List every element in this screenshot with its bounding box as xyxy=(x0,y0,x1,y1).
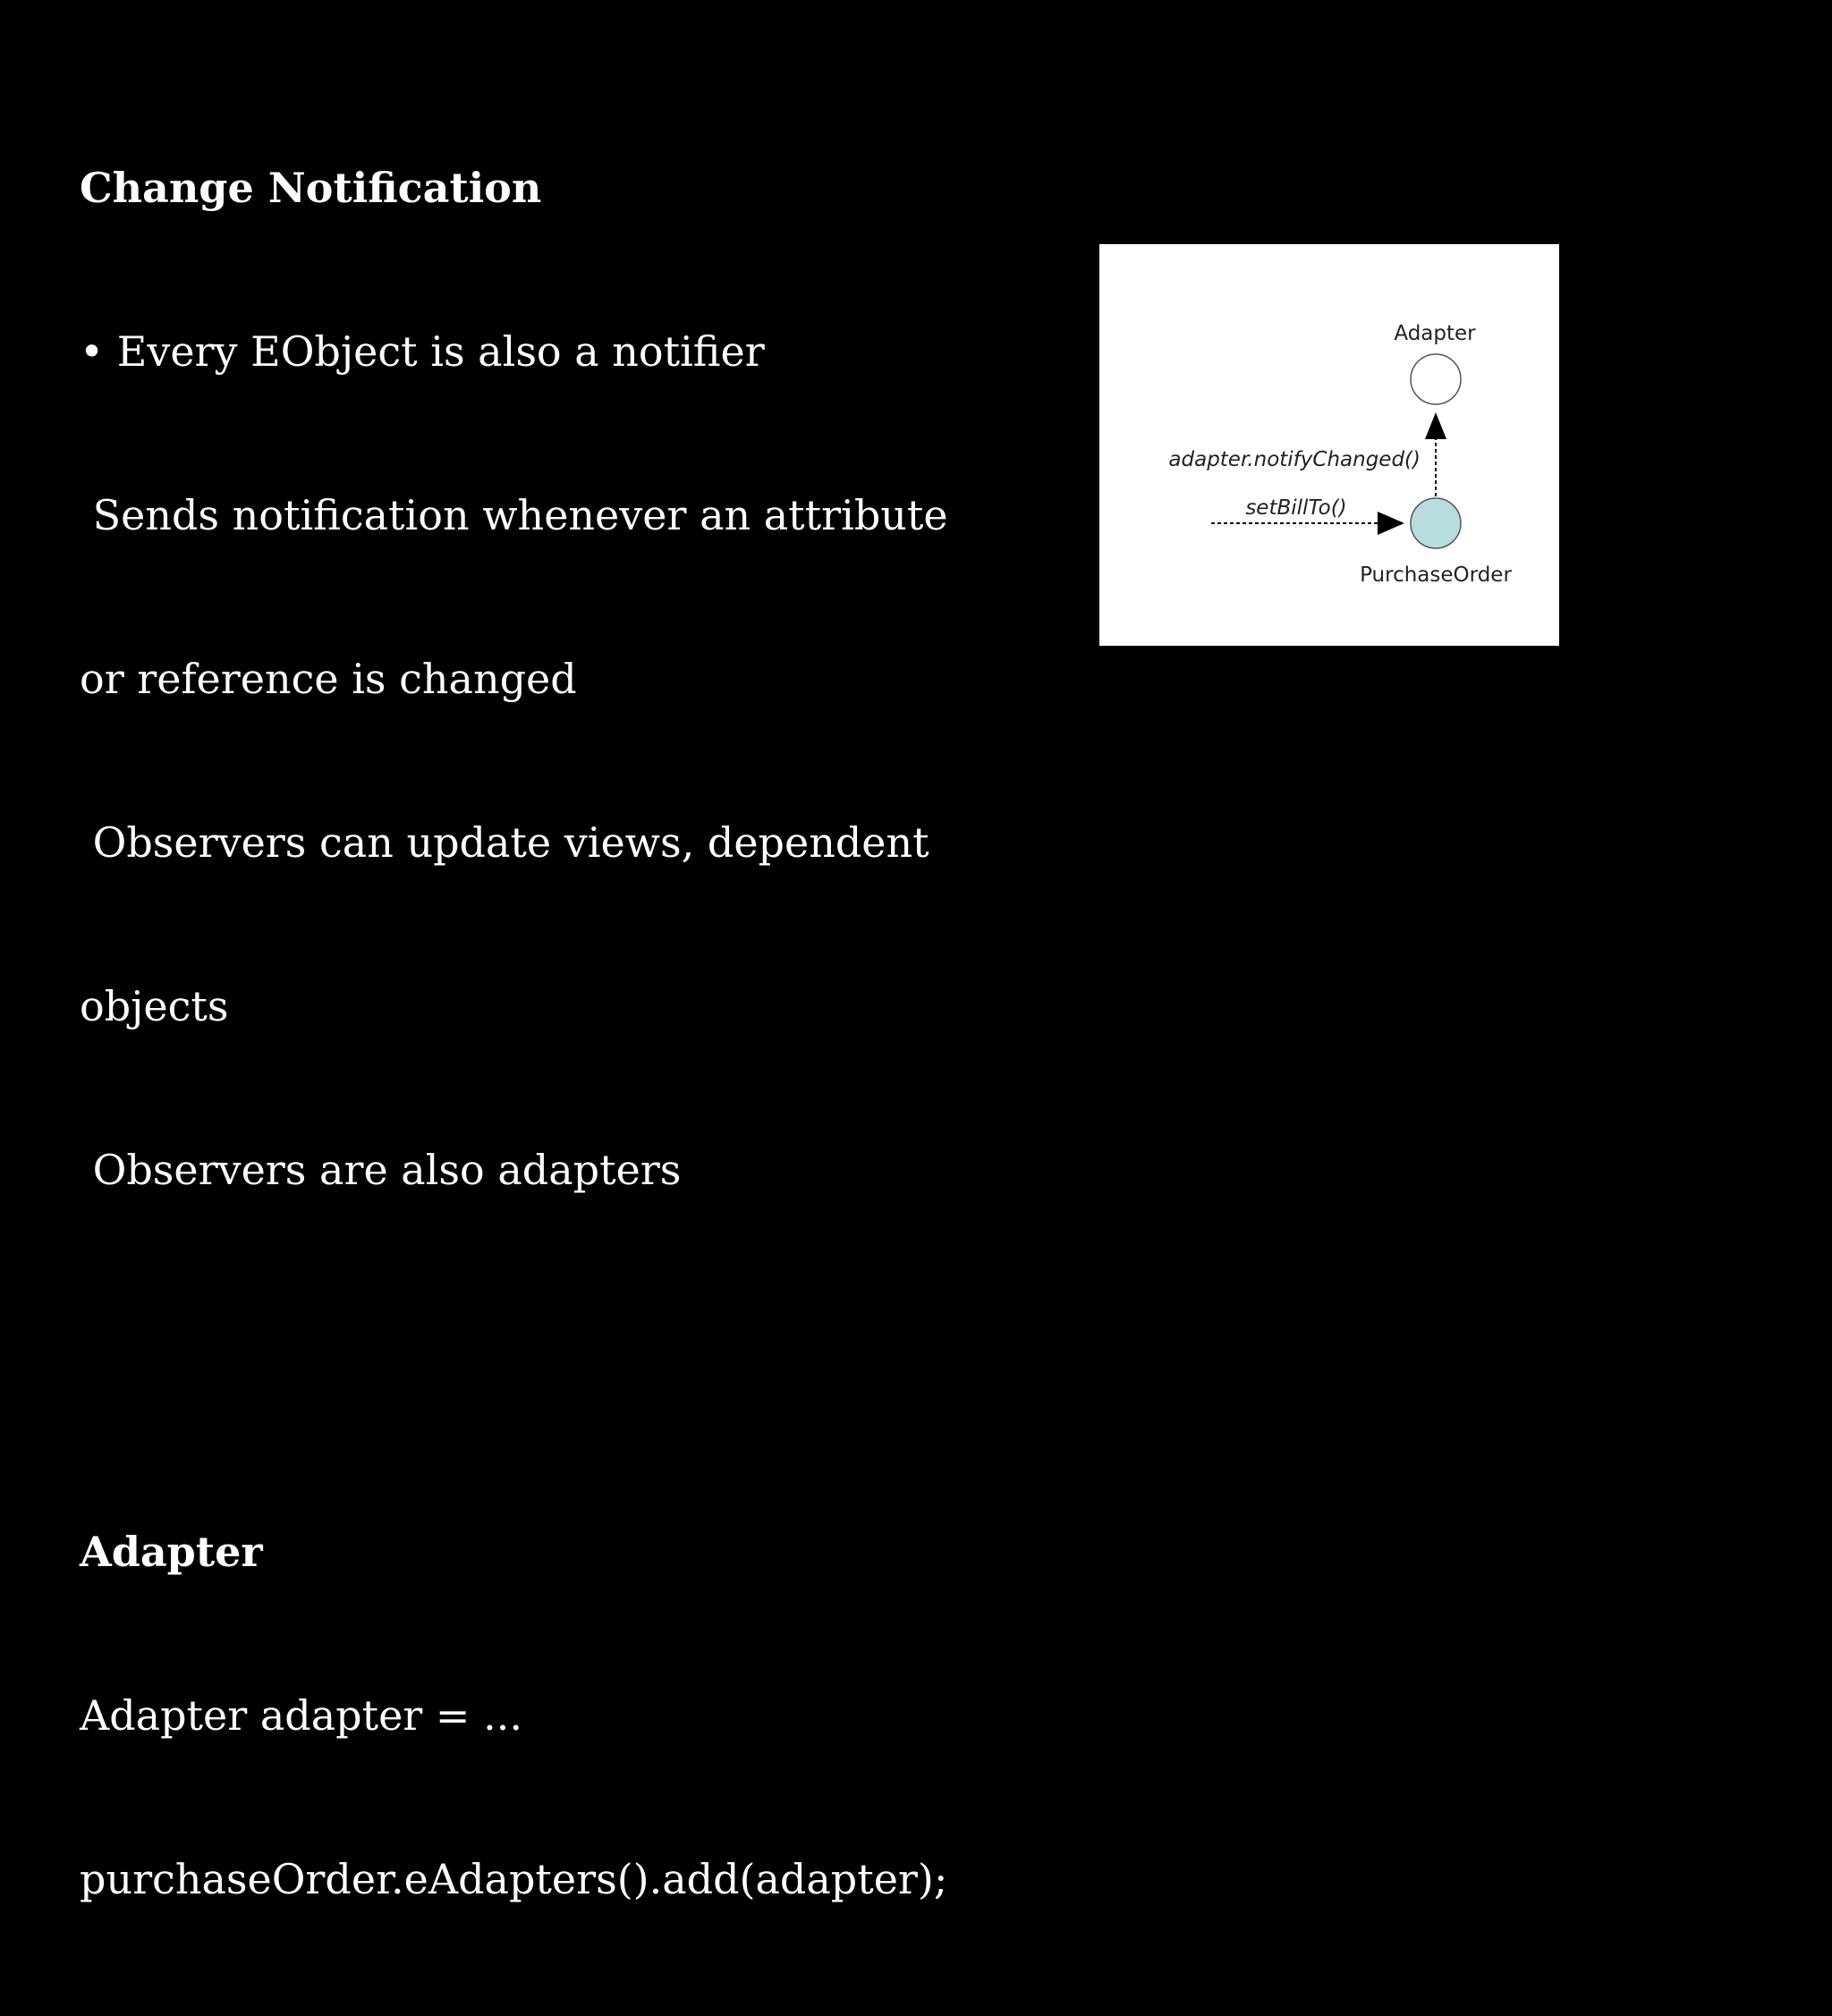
notify-changed-label: adapter.notifyChanged() xyxy=(1168,448,1421,471)
adapter-notification-diagram xyxy=(1099,244,1559,646)
code-line-1: Adapter adapter = ... xyxy=(80,1691,522,1740)
observers-adapters-line: Observers are also adapters xyxy=(80,1146,682,1194)
set-bill-to-label: setBillTo() xyxy=(1245,496,1347,520)
change-notification-heading: Change Notification xyxy=(80,164,542,212)
slide-text xyxy=(80,52,1081,2016)
notify-arrow-head xyxy=(1425,412,1446,439)
code-line-2: purchaseOrder.eAdapters().add(adapter); xyxy=(80,1855,948,1903)
section-gap xyxy=(80,1307,1081,1416)
adapter-heading: Adapter xyxy=(80,1528,263,1576)
adapter-node-label: Adapter xyxy=(1394,322,1476,345)
observers-update-line-cont: objects xyxy=(80,982,229,1030)
purchase-order-node xyxy=(1411,498,1461,548)
observers-update-line: Observers can update views, dependent xyxy=(80,818,929,867)
sends-notification-line-cont: or reference is changed xyxy=(80,655,577,703)
purchase-order-node-label: PurchaseOrder xyxy=(1360,563,1512,587)
diagram-svg xyxy=(1099,244,1559,646)
bullet-eobject-notifier: • Every EObject is also a notifier xyxy=(80,327,765,376)
set-bill-to-arrow-head xyxy=(1378,512,1404,535)
adapter-node xyxy=(1411,354,1461,404)
sends-notification-line: Sends notification whenever an attribute xyxy=(80,491,948,539)
